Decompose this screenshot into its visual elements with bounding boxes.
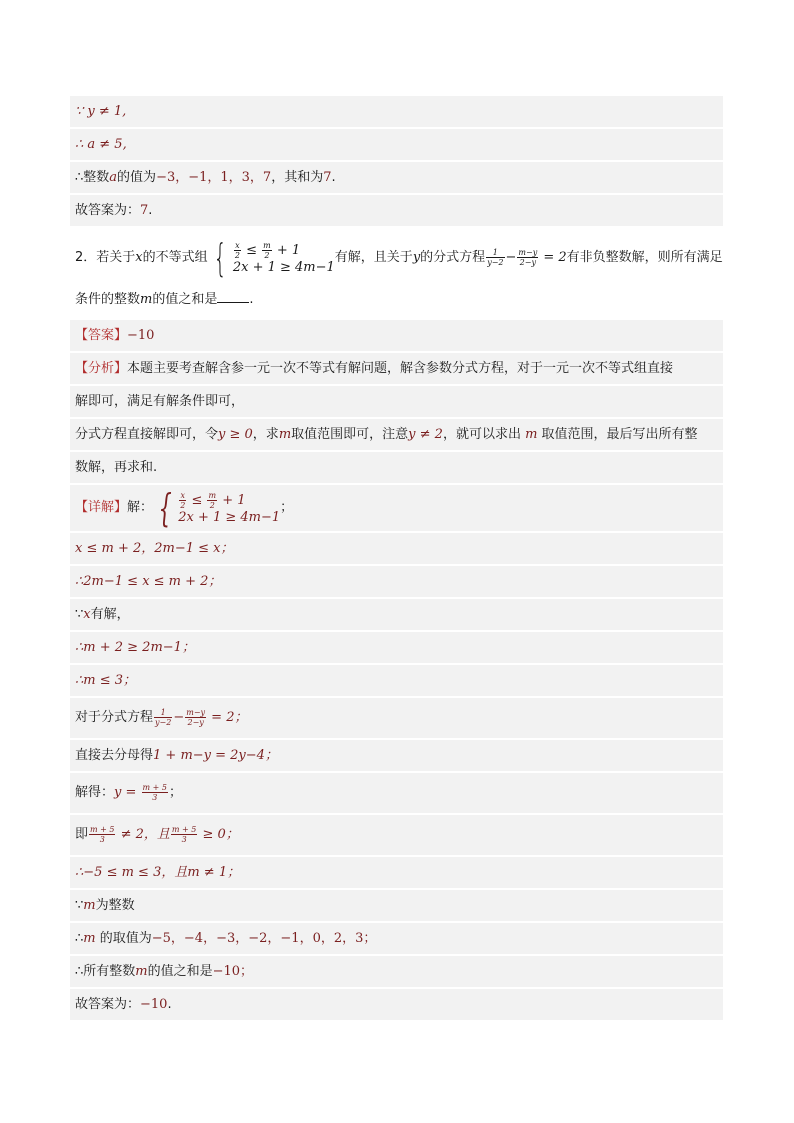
analysis-line [70, 351, 723, 384]
denominator: 3 [99, 835, 105, 844]
answer-tag: 【答案】 [75, 328, 128, 343]
denominator: 2 [264, 250, 270, 260]
text: = 2 [539, 250, 567, 265]
fraction-wrap [141, 785, 169, 800]
numerator: m [208, 490, 217, 500]
brace-glyph: { [213, 236, 227, 280]
math-var: m [140, 292, 153, 307]
text: ∵ [75, 607, 84, 622]
detail-line [70, 888, 723, 921]
solution-line [70, 96, 723, 127]
fraction [142, 783, 168, 802]
final-answer-line [70, 193, 723, 226]
numerator: m [263, 240, 271, 250]
inequality-system [153, 486, 281, 530]
question-2 [70, 226, 723, 320]
math-expression: y = [114, 785, 141, 800]
text: = 2； [207, 710, 248, 725]
math-expression: ∴m + 2 ≥ 2m−1； [75, 640, 195, 655]
text: . [249, 292, 254, 307]
math-expression: y ≥ 0 [218, 427, 253, 442]
fractional-equation [485, 247, 566, 269]
question-number: 2． [75, 250, 97, 265]
fraction [207, 491, 217, 510]
denominator: 3 [181, 835, 187, 844]
answer-blank [217, 288, 249, 303]
math-value: −10； [212, 964, 254, 979]
numerator: x [180, 490, 186, 500]
system-rows [233, 241, 335, 276]
system-row-2: 2x + 1 ≥ 4m−1 [178, 509, 281, 525]
math-expression: 1 + m−y = 2y−4； [153, 748, 278, 763]
denominator: 2 [234, 250, 240, 260]
fraction [185, 708, 206, 727]
detail-line [70, 531, 723, 564]
math-value: −10 [140, 997, 168, 1012]
text: 取值范围即可，注意 [291, 427, 409, 442]
math-expression: x ≤ m + 2，2m−1 ≤ x； [75, 541, 234, 556]
text: 解即可，满足有解条件即可， [75, 394, 245, 409]
denominator: y−2 [487, 258, 504, 267]
text: 的值之和是 [152, 292, 218, 307]
analysis-line [70, 384, 723, 417]
text: 数解，再求和. [75, 460, 158, 475]
detail-line [70, 630, 723, 663]
text: . [148, 203, 153, 218]
fraction [486, 248, 504, 267]
math-var: y [412, 250, 421, 265]
math-var: m [525, 427, 538, 442]
math-values: −5，−4，−3，−2，−1，0，2，3； [151, 931, 377, 946]
system-rows [178, 491, 280, 526]
text: . [331, 170, 336, 185]
math-expression: ∴m ≤ 3； [75, 673, 137, 688]
text: 的值为 [117, 170, 157, 185]
math-values: −3，−1，1，3，7 [156, 170, 272, 185]
text: 若关于 [96, 250, 136, 265]
solution-block [70, 320, 723, 1020]
detail-line [70, 663, 723, 696]
solution-line [70, 160, 723, 193]
numerator: m−y [518, 248, 538, 257]
analysis-line [70, 450, 723, 483]
detail-line [70, 954, 723, 987]
math-var: m [135, 964, 148, 979]
system-row-1 [178, 491, 280, 510]
math-var: x [83, 607, 91, 622]
text: ≠ 2，且 [116, 827, 170, 842]
text: ∴所有整数 [75, 964, 136, 979]
numerator: 1 [154, 708, 172, 718]
detail-line [70, 855, 723, 888]
detail-line [70, 564, 723, 597]
numerator: m + 5 [142, 783, 167, 792]
denominator: 2 [209, 500, 215, 510]
text: . [167, 997, 172, 1012]
math-var: m [83, 931, 96, 946]
text: 故答案为： [75, 997, 141, 1012]
math-var: a [109, 170, 118, 185]
math-expression: ∴ a ≠ 5, [75, 137, 127, 152]
text: ； [280, 500, 294, 515]
text: 有非负整数解，则所有满足 [566, 250, 723, 265]
text: 的不等式组 [142, 250, 208, 265]
solution-line [70, 127, 723, 160]
detail-line [70, 597, 723, 630]
inequality-system [208, 236, 335, 280]
text: 对于分式方程 [75, 710, 154, 725]
math-value: 7 [323, 170, 332, 185]
text: 的取值为 [95, 931, 152, 946]
text: ，求 [252, 427, 279, 442]
math-expression: ∴2m−1 ≤ x ≤ m + 2； [75, 574, 222, 589]
document-page [70, 96, 723, 1020]
text: + 1 [218, 492, 246, 508]
text: ； [169, 785, 183, 800]
question-line-2 [75, 280, 723, 320]
denominator: 2 [180, 500, 186, 510]
math-expression: y ≠ 2 [408, 427, 443, 442]
numerator: 1 [486, 248, 504, 258]
text: 取值范围，最后写出所有整 [537, 427, 698, 442]
brace-glyph: { [158, 486, 172, 530]
numerator: x [235, 240, 240, 250]
fraction [517, 248, 538, 267]
answer-line [70, 320, 723, 351]
detail-line [70, 921, 723, 954]
math-var: x [135, 250, 143, 265]
detail-line [70, 771, 723, 813]
text: ∵ [75, 898, 84, 913]
detail-line [70, 483, 723, 531]
text: ，就可以求出 [442, 427, 526, 442]
text: 为整数 [95, 898, 135, 913]
detail-line [70, 696, 723, 738]
denominator: 3 [152, 793, 158, 802]
denominator: 2−y [187, 718, 204, 727]
text: 解： [127, 500, 154, 515]
math-expression [88, 827, 239, 842]
analysis-tag: 【分析】 [75, 361, 128, 376]
fraction [179, 491, 186, 510]
text: 直接去分母得 [75, 748, 154, 763]
text: ∴整数 [75, 170, 110, 185]
text: 有解，且关于 [334, 250, 413, 265]
text: ∴ [75, 931, 84, 946]
question-line-1 [75, 236, 723, 280]
answer-value: −10 [127, 328, 155, 343]
system-row-2: 2x + 1 ≥ 4m−1 [232, 259, 335, 275]
math-value: 7 [140, 203, 149, 218]
final-answer-line [70, 987, 723, 1020]
text: 解得： [75, 785, 115, 800]
previous-solution-block [70, 96, 723, 226]
text: ≥ 0； [198, 827, 239, 842]
fraction [89, 825, 115, 844]
text: ，其和为 [271, 170, 324, 185]
text: 本题主要考查解含参一元一次不等式有解问题，解含参数分式方程，对于一元一次不等式组直接 [127, 361, 674, 376]
fractional-equation [153, 710, 247, 725]
fraction [171, 825, 197, 844]
math-expression: ∴−5 ≤ m ≤ 3，且m ≠ 1； [75, 865, 241, 880]
relation: ≤ [187, 492, 207, 508]
fraction [154, 708, 172, 727]
math-var: m [83, 898, 96, 913]
fraction [234, 241, 241, 260]
denominator: 2−y [519, 258, 536, 267]
system-row-1 [233, 241, 335, 260]
text: 分式方程直接解即可，令 [75, 427, 219, 442]
denominator: y−2 [155, 718, 172, 727]
math-var: m [278, 427, 292, 442]
numerator: m + 5 [90, 825, 115, 834]
math-expression: ∵ y ≠ 1, [75, 104, 127, 119]
numerator: m−y [186, 708, 206, 717]
operator: − [173, 710, 185, 725]
analysis-line [70, 417, 723, 450]
text: 有解， [90, 607, 130, 622]
detail-line [70, 813, 723, 855]
detail-line [70, 738, 723, 771]
relation: ≤ [241, 242, 262, 258]
text: 故答案为： [75, 203, 141, 218]
operator: − [505, 250, 517, 265]
text: 即 [75, 827, 89, 842]
numerator: m + 5 [171, 825, 197, 834]
text: 条件的整数 [75, 292, 141, 307]
detail-tag: 【详解】 [75, 500, 128, 515]
text: 的值之和是 [147, 964, 213, 979]
text: 的分式方程 [420, 250, 486, 265]
fraction [262, 241, 272, 260]
text: + 1 [272, 242, 301, 258]
